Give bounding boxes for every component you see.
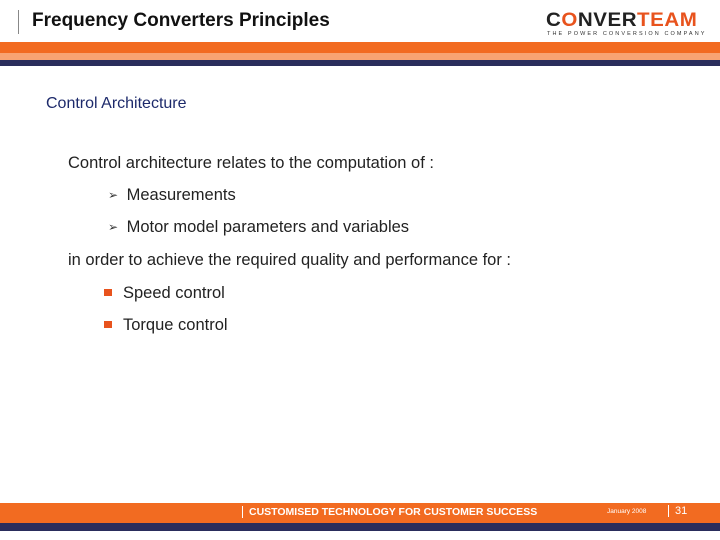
list-item — [104, 284, 225, 303]
list-item-label: Motor model parameters and variables — [126, 218, 410, 236]
square-bullet-icon — [104, 289, 112, 296]
footer-navy-band — [0, 523, 720, 531]
converteam-logo — [546, 10, 706, 40]
arrow-bullet-icon: ➢ — [108, 220, 119, 234]
footer-slogan: CUSTOMISED TECHNOLOGY FOR CUSTOMER SUCCESS — [242, 506, 537, 518]
footer-date: January 2008 — [607, 508, 647, 515]
header-orange-band — [0, 42, 720, 53]
page-title: Frequency Converters Principles — [32, 10, 330, 31]
arrow-bullet-icon: ➢ — [108, 188, 119, 202]
list-item — [108, 218, 409, 237]
square-bullet-icon — [104, 321, 112, 328]
list-item — [108, 186, 236, 205]
logo-wordmark: CONVERTEAM — [546, 10, 698, 31]
list-item — [104, 316, 228, 335]
purpose-text: in order to achieve the required quality and performance for : — [68, 251, 512, 269]
header-divider — [18, 10, 19, 34]
page-number: 31 — [668, 505, 687, 517]
list-item-label: Torque control — [123, 316, 228, 334]
list-item-label: Measurements — [126, 186, 236, 204]
header-navy-band — [0, 60, 720, 66]
footer-bottom-band — [0, 531, 720, 540]
list-item-label: Speed control — [123, 284, 225, 302]
header-light-band — [0, 53, 720, 60]
section-heading: Control Architecture — [46, 95, 187, 112]
intro-text: Control architecture relates to the computation of : — [68, 154, 434, 172]
logo-tagline: THE POWER CONVERSION COMPANY — [547, 31, 707, 37]
